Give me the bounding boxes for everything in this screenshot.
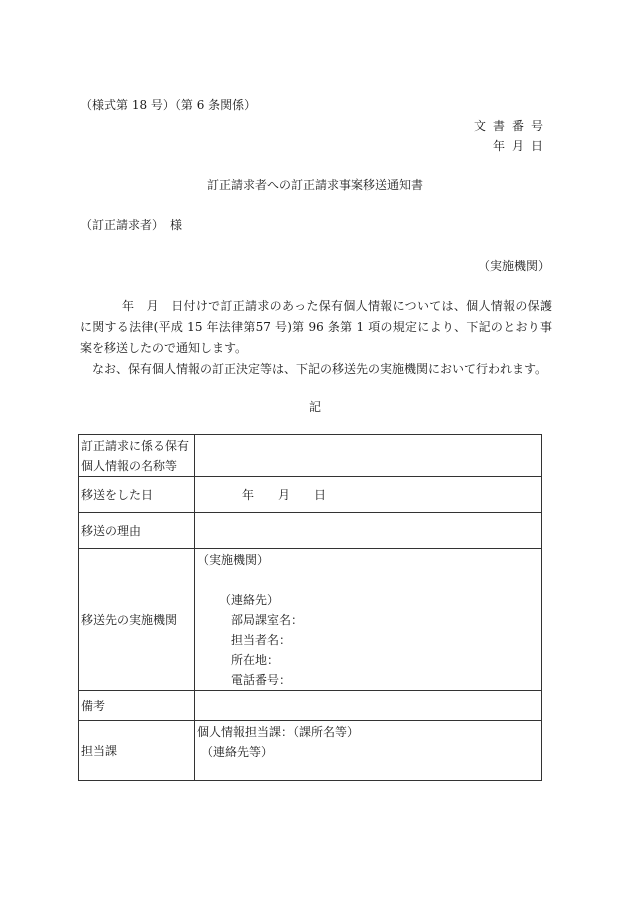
section-value: [195, 721, 542, 781]
section-line-2: （連絡先等）: [201, 745, 274, 759]
transfer-date-label: 移送をした日: [79, 477, 195, 513]
blank-line: [197, 570, 539, 590]
department-field: 部局課室名：: [231, 613, 304, 627]
section-label: 担当課: [79, 721, 195, 781]
destination-value: [195, 549, 542, 691]
remarks-label: 備考: [79, 691, 195, 721]
phone-field: 電話番号：: [231, 673, 292, 687]
document-date-label: 年月日: [492, 139, 550, 153]
body-paragraph-1: 年 月 日付けで訂正請求のあった保有個人情報については、個人情報の保護に関する法律(平成 15 年法律第57 号)第 96 条第 1 項の規定により、下記のとおり事案を移送したので通知します。: [80, 299, 552, 355]
sender-agency: （実施機関）: [477, 259, 550, 273]
section-line-1: 個人情報担当課：（課所名等）: [197, 725, 360, 739]
addressee: （訂正請求者） 様: [80, 218, 183, 232]
reason-value: [195, 513, 542, 549]
notice-body: [80, 296, 552, 380]
destination-label: 移送先の実施機関: [79, 549, 195, 691]
person-field: 担当者名：: [231, 633, 292, 647]
details-table: [78, 434, 542, 781]
transfer-date-value: [195, 477, 542, 513]
table-row: [79, 435, 542, 477]
form-number: （様式第 18 号）（第 6 条関係）: [80, 98, 257, 112]
ki-heading: 記: [308, 400, 321, 414]
contact-heading: （連絡先）: [219, 593, 280, 607]
destination-agency: （実施機関）: [197, 553, 270, 567]
reason-label: 移送の理由: [79, 513, 195, 549]
table-row: [79, 513, 542, 549]
table-row: [79, 549, 542, 691]
document-number-label: 文書番号: [473, 119, 550, 133]
info-name-label: 訂正請求に係る保有個人情報の名称等: [79, 435, 195, 477]
address-field: 所在地：: [231, 653, 280, 667]
table-row: [79, 691, 542, 721]
info-name-value: [195, 435, 542, 477]
transfer-date-text: 年 月 日: [242, 487, 333, 502]
remarks-value: [195, 691, 542, 721]
body-paragraph-2: なお、保有個人情報の訂正決定等は、下記の移送先の実施機関において行われます。: [92, 362, 548, 376]
document-title: 訂正請求者への訂正請求事案移送通知書: [206, 178, 423, 192]
table-row: [79, 721, 542, 781]
table-row: [79, 477, 542, 513]
